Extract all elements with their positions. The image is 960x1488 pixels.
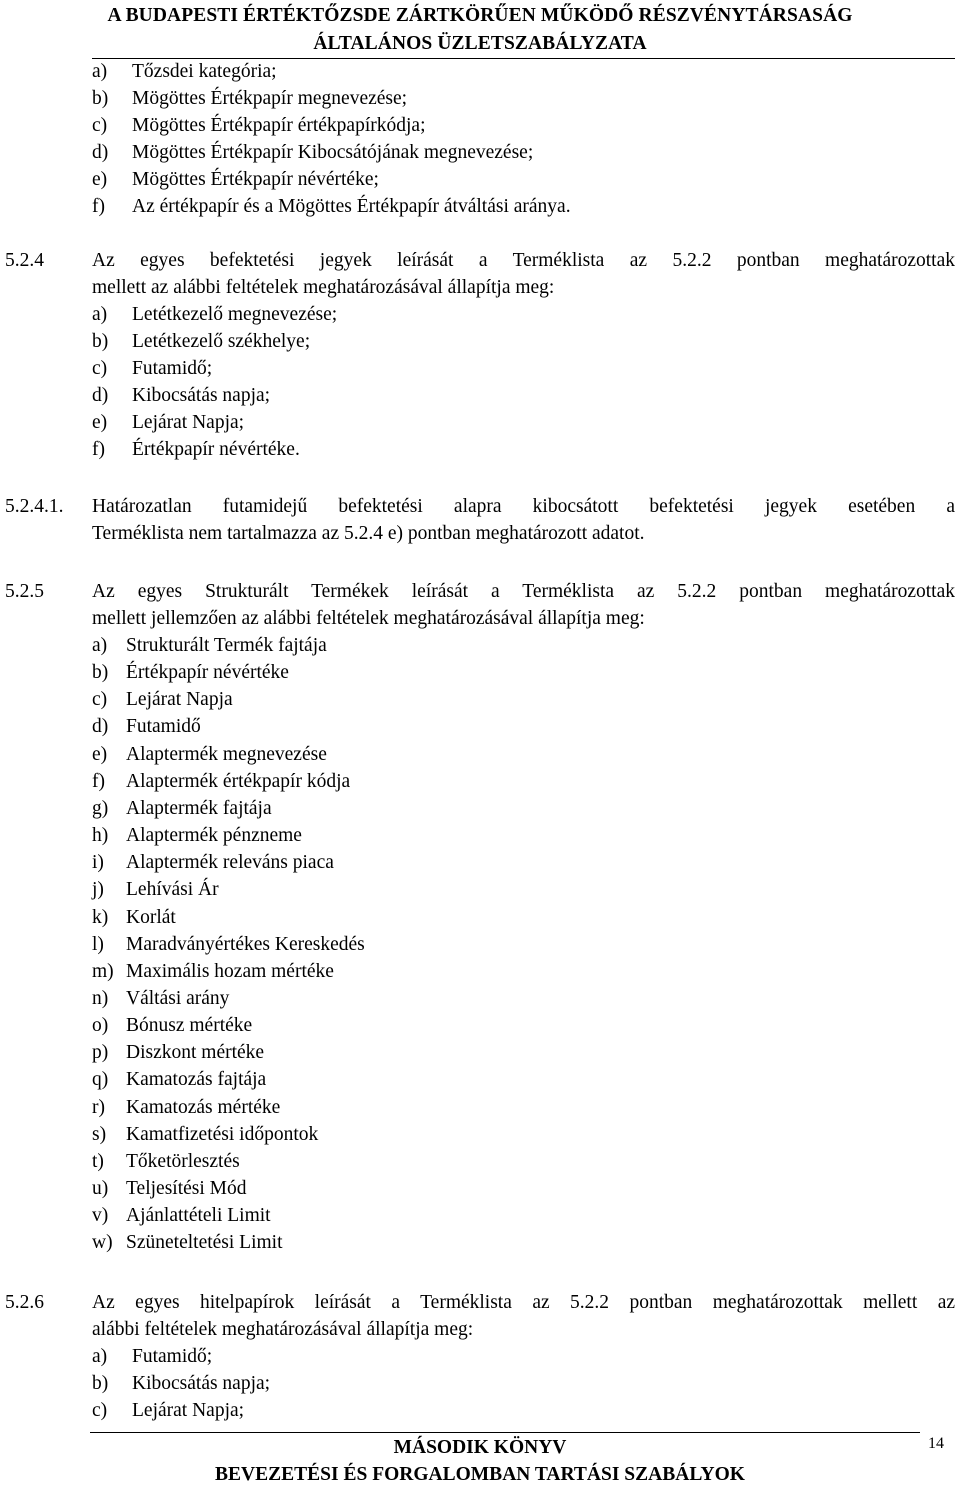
paragraph-line: Az egyes hitelpapírok leírását a Terméklista az 5.2.2 pontban meghatározottak mellett az bbox=[92, 1292, 955, 1313]
footer-book-title: MÁSODIK KÖNYV bbox=[393, 1437, 567, 1458]
paragraph-line: Határozatlan futamidejű befektetési alapra kibocsátott befektetési jegyek esetében a bbox=[92, 496, 955, 517]
footer-divider bbox=[90, 1432, 920, 1433]
paragraph-line: Terméklista nem tartalmazza az 5.2.4 e) pontban meghatározott adatot. bbox=[92, 523, 645, 544]
paragraph-line: mellett jellemzően az alábbi feltételek meghatározásával állapítja meg: bbox=[92, 608, 645, 629]
document-footer bbox=[0, 1434, 960, 1488]
header-title: A BUDAPESTI ÉRTÉKTŐZSDE ZÁRTKÖRŰEN MŰKÖDŐ RÉSZVÉNYTÁRSASÁG bbox=[107, 5, 853, 26]
header-subtitle: ÁLTALÁNOS ÜZLETSZABÁLYZATA bbox=[313, 33, 647, 54]
section-number: 5.2.4 bbox=[5, 250, 44, 271]
paragraph-line: Az egyes Strukturált Termékek leírását a Terméklista az 5.2.2 pontban meghatározottak bbox=[92, 581, 955, 602]
section-number: 5.2.5 bbox=[5, 581, 44, 602]
page-number: 14 bbox=[928, 1435, 944, 1452]
section-number: 5.2.4.1. bbox=[5, 496, 64, 517]
document-header bbox=[0, 2, 960, 58]
footer-rules-title: BEVEZETÉSI ÉS FORGALOMBAN TARTÁSI SZABÁLYOK bbox=[215, 1464, 745, 1485]
paragraph-line: mellett az alábbi feltételek meghatározásával állapítja meg: bbox=[92, 277, 555, 298]
section-number: 5.2.6 bbox=[5, 1292, 44, 1313]
paragraph-line: Az egyes befektetési jegyek leírását a Terméklista az 5.2.2 pontban meghatározottak bbox=[92, 250, 955, 271]
paragraph-line: alábbi feltételek meghatározásával állapítja meg: bbox=[92, 1319, 474, 1340]
